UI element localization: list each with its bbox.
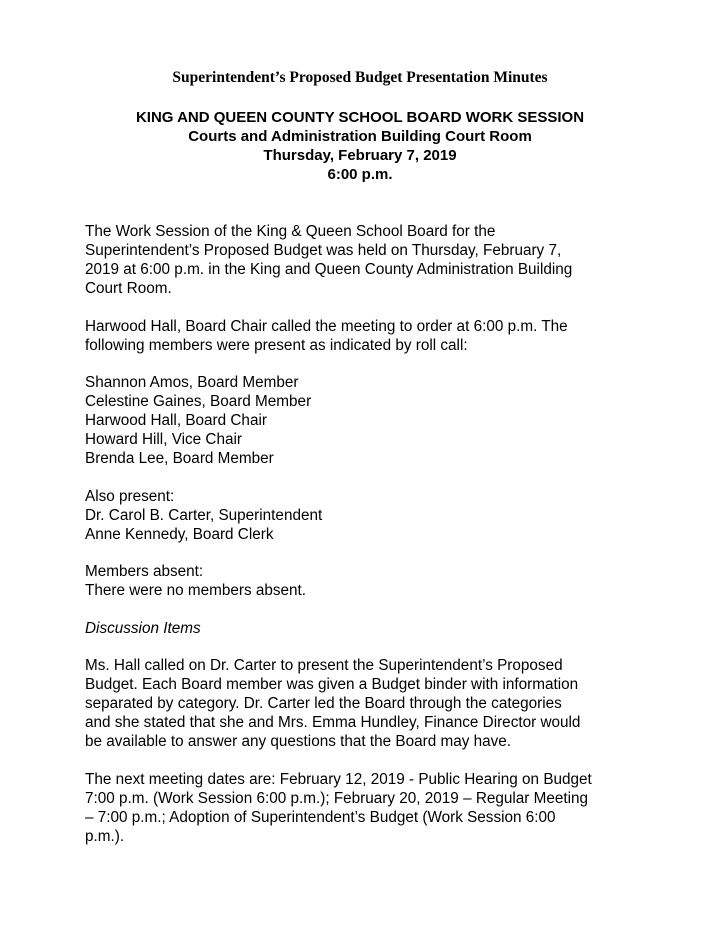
paragraph-line: p.m.). [85, 827, 125, 845]
minutes-body [85, 222, 645, 864]
paragraph-line: 7:00 p.m. (Work Session 6:00 p.m.); February 20, 2019 – Regular Meeting [85, 789, 589, 807]
paragraph-line: Ms. Hall called on Dr. Carter to present the Superintendent’s Proposed [85, 657, 563, 674]
paragraph-line: separated by category. Dr. Carter led the Board through the categories [85, 695, 562, 712]
also-present-label: Also present: [85, 487, 175, 505]
member-entry: Howard Hill, Vice Chair [85, 431, 242, 448]
header-time: 6:00 p.m. [327, 166, 393, 183]
paragraph-line: and she stated that she and Mrs. Emma Hundley, Finance Director would [85, 714, 581, 731]
paragraph-line: The next meeting dates are: February 12, 2019 - Public Hearing on Budget [85, 770, 592, 788]
header-organization: KING AND QUEEN COUNTY SCHOOL BOARD WORK SESSION [135, 109, 585, 126]
member-entry: Shannon Amos, Board Member [85, 374, 299, 391]
member-entry: Brenda Lee, Board Member [85, 450, 274, 467]
next-meeting-paragraph [85, 770, 645, 846]
discussion-paragraph [85, 656, 645, 751]
paragraph-line: 2019 at 6:00 p.m. in the King and Queen County Administration Building [85, 261, 573, 278]
header-location: Courts and Administration Building Court Room [188, 128, 532, 145]
members-absent-text: There were no members absent. [85, 582, 307, 599]
header-date: Thursday, February 7, 2019 [263, 147, 457, 164]
document-title: Superintendent’s Proposed Budget Presentation Minutes [172, 69, 548, 86]
members-present-list [85, 373, 645, 468]
member-entry: Celestine Gaines, Board Member [85, 393, 312, 410]
discussion-heading-group [85, 619, 645, 638]
discussion-heading: Discussion Items [85, 619, 201, 637]
member-entry: Harwood Hall, Board Chair [85, 412, 267, 429]
paragraph-line: Harwood Hall, Board Chair called the meeting to order at 6:00 p.m. The [85, 317, 568, 335]
attendee-entry: Dr. Carol B. Carter, Superintendent [85, 506, 323, 524]
members-absent-section [85, 562, 645, 600]
meeting-header [0, 108, 720, 184]
intro-paragraph [85, 222, 645, 298]
call-to-order-paragraph [85, 317, 645, 355]
paragraph-line: Court Room. [85, 280, 172, 297]
paragraph-line: be available to answer any questions that the Board may have. [85, 733, 512, 750]
paragraph-line: The Work Session of the King & Queen School Board for the [85, 223, 496, 240]
attendee-entry: Anne Kennedy, Board Clerk [85, 525, 274, 543]
members-absent-label: Members absent: [85, 563, 204, 580]
also-present-section [85, 487, 645, 544]
paragraph-line: Budget. Each Board member was given a Budget binder with information [85, 676, 579, 693]
paragraph-line: following members were present as indicated by roll call: [85, 336, 468, 354]
paragraph-line: Superintendent’s Proposed Budget was held on Thursday, February 7, [85, 242, 562, 259]
paragraph-line: – 7:00 p.m.; Adoption of Superintendent’s Budget (Work Session 6:00 [85, 808, 556, 826]
